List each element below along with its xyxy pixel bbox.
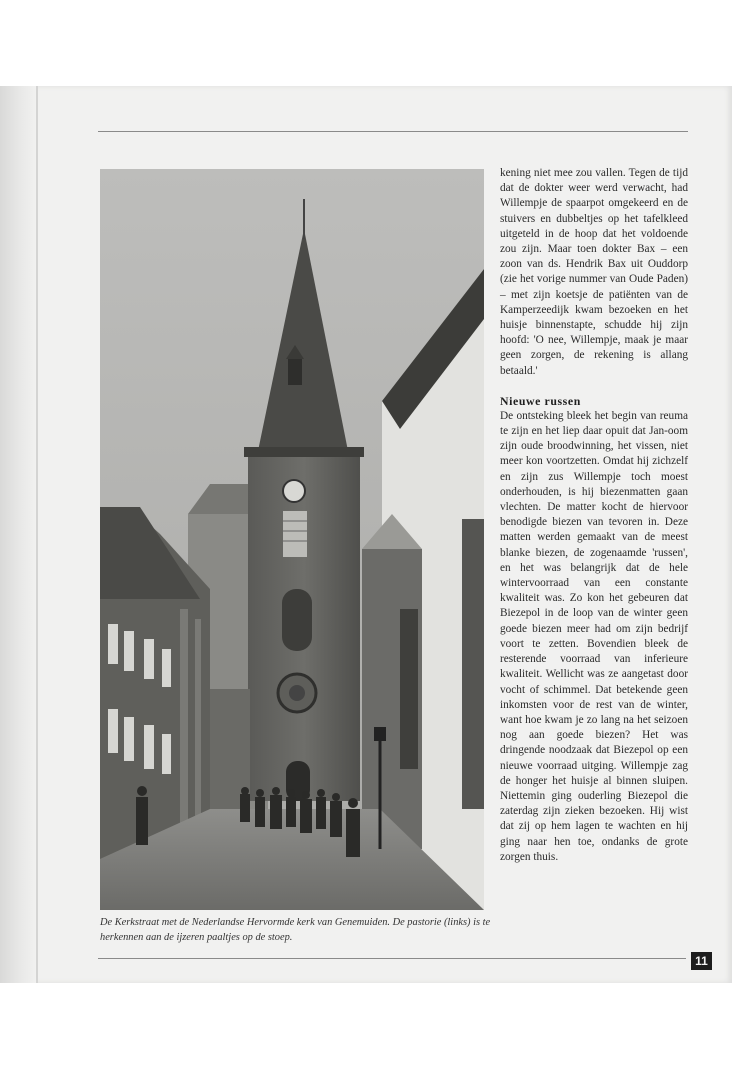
church-photo-illustration <box>100 169 484 910</box>
page-spine <box>36 86 38 983</box>
top-rule <box>98 131 688 132</box>
photo-caption: De Kerkstraat met de Nederlandse Hervormde kerk van Genemuiden. De pastorie (links) is te herkennen aan de ijzeren paaltjes op de stoep. <box>100 917 491 943</box>
clock-face <box>283 480 305 502</box>
article-paragraph: De ontsteking bleek het begin van reuma te zijn en het liep daar opuit dat Jan-oom zijn oude broodwinning, het vissen, niet meer kon voortzetten. Omdat hij zichzelf en zijn zus Willempje toch moest onderhouden, is hij biezenmatten gaan vlechten. De matter kocht de hiervoor benodigde biezen van tevoren in. Deze matten werden gemaakt van de meest blanke biezen, de zogenaamde 'russen', en het was belangrijk dat de hele wintervoorraad van een constante kwaliteit was. Zo kon het gebeuren dat Biezepol in de loop van de winter geen goede biezen meer had om zijn bedrijf voort te zetten. Bovendien bleek de resterende voorraad van inferieure kwaliteit. Wellicht was ze aangetast door vocht of schimmel. Dat betekende geen inkomsten voor de rest van de winter, want hoe kwam je zo lang na het seizoen nog aan goede biezen? Het was dringende noodzaak dat Biezepol op een nieuwe voorraad uitging. Willempje zag de honger het huisje al binnen sluipen. Niettemin ging ouderling Biezepol die zaterdag zijn zieken bezoeken. Hij wist dat zij op hem lagen te wachten en hij ging naar hen toe, ondanks de grote zorgen thuis. <box>500 409 688 863</box>
bottom-rule <box>98 958 686 959</box>
page-gutter-shadow <box>0 86 36 983</box>
article-column <box>500 166 688 865</box>
church-street-photo <box>100 169 484 910</box>
article-paragraph: kening niet mee zou vallen. Tegen de tijd dat de dokter weer werd verwacht, had Willempje de spaarpot omgekeerd en de stuivers en dubbeltjes op het tafelkleed uitgeteld in de hoop dat het voldoende zou zijn. Maar toen dokter Bax – een zoon van ds. Hendrik Bax uit Ouddorp (zie het vorige nummer van Oude Paden) – met zijn koetsje de patiënten van de Kamperzeedijk kwam bezoeken en het huisje binnenstapte, schudde hij zijn hoofd: 'O nee, Willempje, maak je maar geen zorgen, de rekening is allang betaald.' <box>500 167 688 377</box>
section-heading: Nieuwe russen <box>500 393 581 408</box>
page-number: 11 <box>691 952 712 970</box>
